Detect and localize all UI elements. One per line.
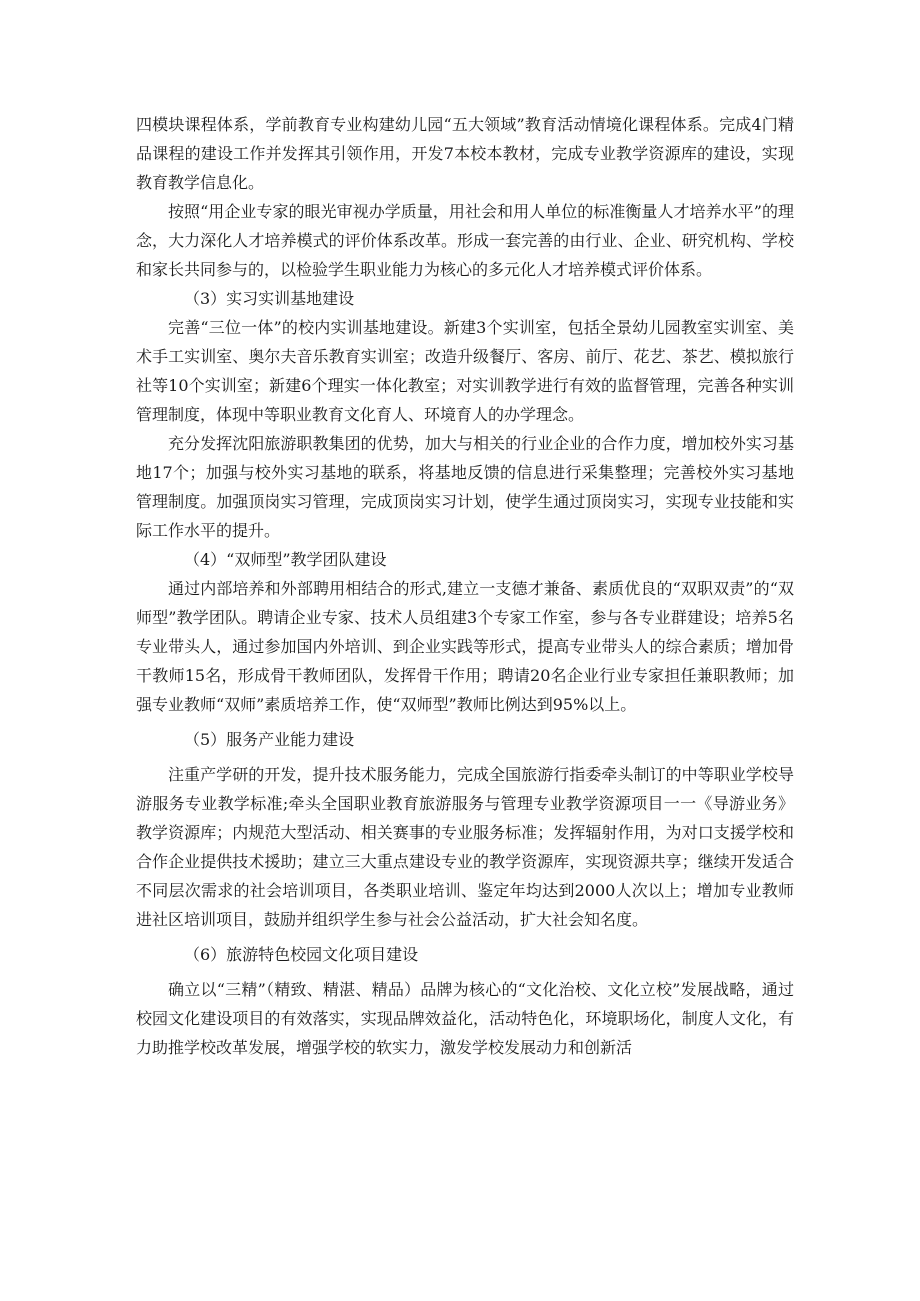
section-heading-training-base: （3）实习实训基地建设 [184,289,355,308]
paragraph-teaching-team: 通过内部培养和外部聘用相结合的形式,建立一支德才兼备、素质优良的“双职双责”的“双师型”教学团队。聘请企业专家、技术人员组建3个专家工作室，参与各专业群建设；培养5名专业带头人，通过参加国内外培训、到企业实践等形式，提高专业带头人的综合素质；增加骨干教师15名，形成骨干教师团队，发挥骨干作用；聘请20名企业行业专家担任兼职教师；加强专业教师“双师”素质培养工作，使“双师型”教师比例达到95%以上。 [136,579,794,714]
section-heading-teaching-team: （4）“双师型”教学团队建设 [184,550,387,569]
paragraph-training-rooms: 完善“三位一体”的校内实训基地建设。新建3个实训室，包括全景幼儿园教室实训室、美术手工实训室、奥尔夫音乐教育实训室；改造升级餐厅、客房、前厅、花艺、茶艺、模拟旅行社等10个实训室；新建6个理实一体化教室；对实训教学进行有效的监督管理，完善各种实训管理制度，体现中等职业教育文化育人、环境育人的办学理念。 [136,318,794,424]
section-heading-campus-culture: （6）旅游特色校园文化项目建设 [184,945,419,964]
section-heading-service-capacity: （5）服务产业能力建设 [184,730,355,749]
paragraph-campus-culture: 确立以“三精”（精致、精湛、精品）品牌为核心的“文化治校、文化立校”发展战略，通过校园文化建设项目的有效落实，实现品牌效益化，活动特色化，环境职场化，制度人文化，有力助推学校改革发展，增强学校的软实力，激发学校发展动力和创新活 [136,980,794,1057]
paragraph-evaluation: 按照“用企业专家的眼光审视办学质量，用社会和用人单位的标准衡量人才培养水平”的理念，大力深化人才培养模式的评价体系改革。形成一套完善的由行业、企业、研究机构、学校和家长共同参与的，以检验学生职业能力为核心的多元化人才培养模式评价体系。 [136,202,794,279]
paragraph-service-capacity: 注重产学研的开发，提升技术服务能力，完成全国旅游行指委牵头制订的中等职业学校导游服务专业教学标准;牵头全国职业教育旅游服务与管理专业教学资源项目一一《导游业务》教学资源库；内规范大型活动、相关赛事的专业服务标准；发挥辐射作用，为对口支援学校和合作企业提供技术援助；建立三大重点建设专业的教学资源库，实现资源共享；继续开发适合不同层次需求的社会培训项目，各类职业培训、鉴定年均达到2000人次以上；增加专业教师进社区培训项目，鼓励并组织学生参与社会公益活动，扩大社会知名度。 [136,765,794,929]
paragraph-external-bases: 充分发挥沈阳旅游职教集团的优势，加大与相关的行业企业的合作力度，增加校外实习基地17个；加强与校外实习基地的联系，将基地反馈的信息进行采集整理；完善校外实习基地管理制度。加强顶岗实习管理，完成顶岗实习计划，使学生通过顶岗实习，实现专业技能和实际工作水平的提升。 [136,434,794,540]
document-page [136,110,794,1062]
paragraph-curriculum: 四模块课程体系，学前教育专业构建幼儿园“五大领域”教育活动情境化课程体系。完成4门精品课程的建设工作并发挥其引领作用，开发7本校本教材，完成专业教学资源库的建设，实现教育教学信息化。 [136,115,794,192]
